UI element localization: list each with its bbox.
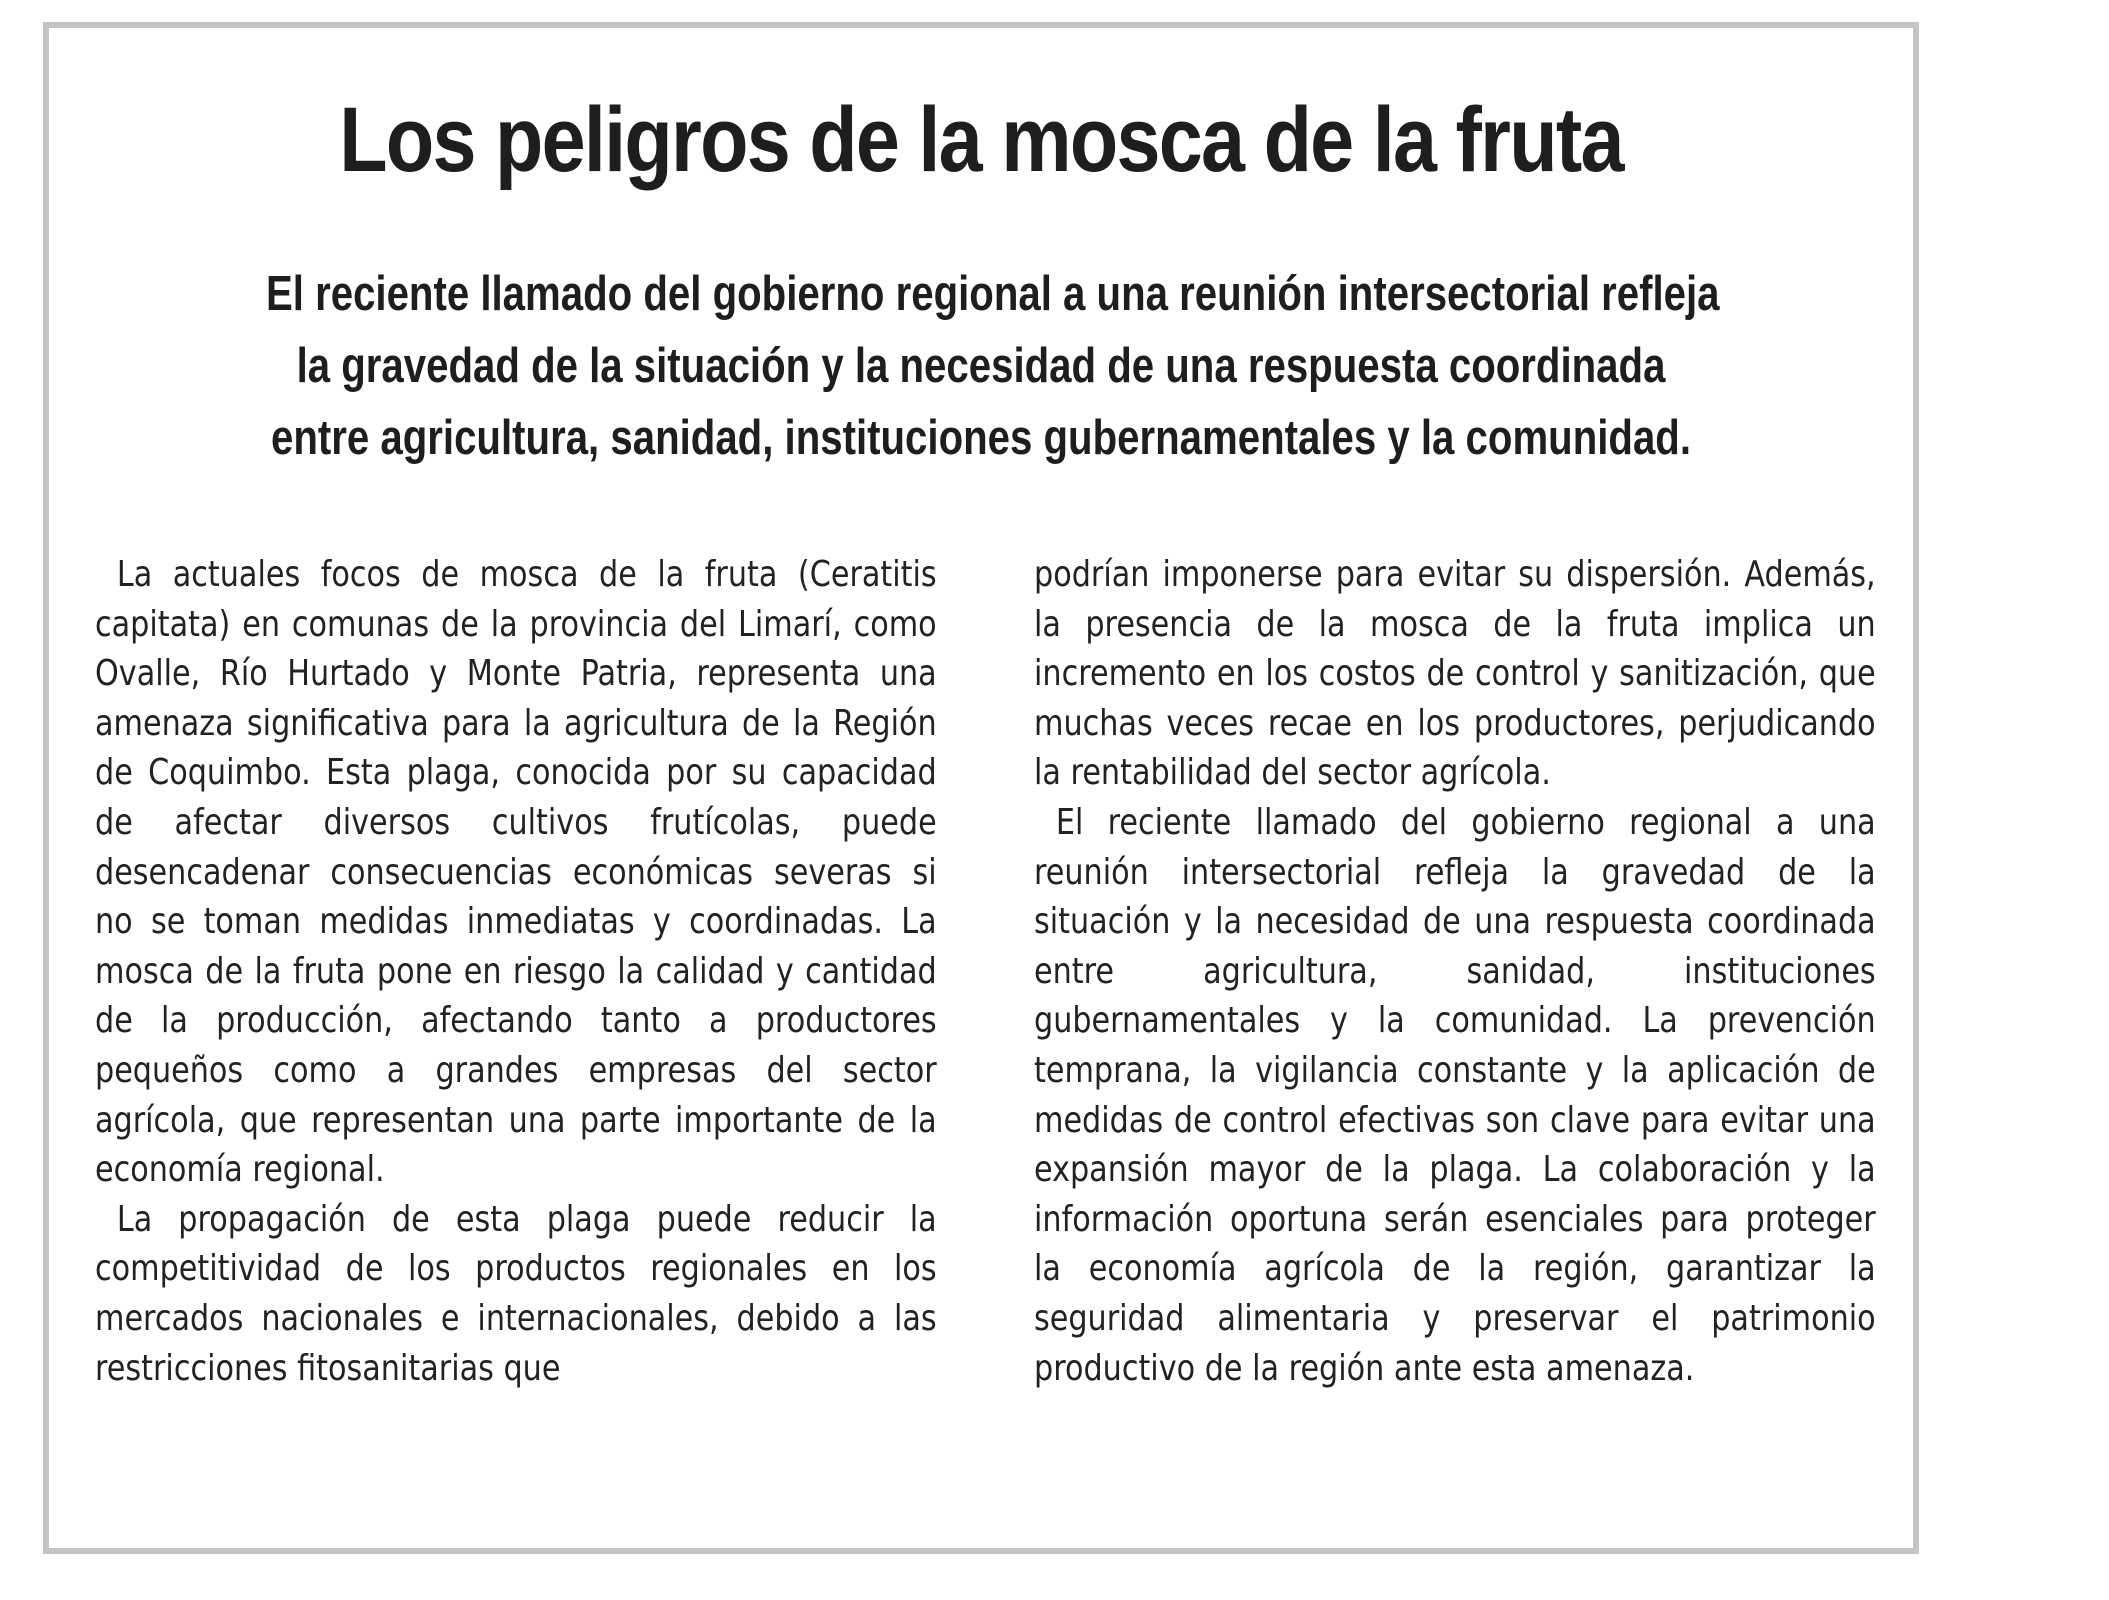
article-subtitle: [109, 258, 1853, 474]
article-paragraph: La actuales focos de mosca de la fruta (Ceratitis capitata) en comunas de la provincia del Limarí, como Ovalle, Río Hurtado y Monte Patria, representa una amenaza significativa para la agricultura de la Región de Coquimbo. Esta plaga, conocida por su capacidad de afectar diversos cultivos frutícolas, puede desencadenar consecuencias económicas severas si no se toman medidas inmediatas y coordinadas. La mosca de la fruta pone en riesgo la calidad y cantidad de la producción, afectando tanto a productores pequeños como a grandes empresas del sector agrícola, que representan una parte importante de la economía regional.: [95, 554, 937, 1191]
article-frame: [43, 22, 1919, 1554]
article-paragraph: podrían imponerse para evitar su dispersión. Además, la presencia de la mosca de la fruta implica un incremento en los costos de control y sanitización, que muchas veces recae en los productores, perjudicando la rentabilidad del sector agrícola.: [1034, 554, 1876, 794]
subtitle-line: la gravedad de la situación y la necesidad de una respuesta coordinada: [296, 339, 1666, 393]
article-paragraph: La propagación de esta plaga puede reducir la competitividad de los productos regionales en los mercados nacionales e internacionales, debido a las restricciones fitosanitarias que: [95, 1198, 937, 1389]
subtitle-line: El reciente llamado del gobierno regional a una reunión intersectorial refleja: [265, 267, 1720, 321]
article-title: Los peligros de la mosca de la fruta: [339, 89, 1623, 191]
article-column-right: [1034, 550, 1876, 1393]
article-column-left: [95, 550, 937, 1393]
subtitle-line: entre agricultura, sanidad, instituciones gubernamentales y la comunidad.: [270, 411, 1692, 465]
article-paragraph: El reciente llamado del gobierno regional a una reunión intersectorial refleja la gravedad de la situación y la necesidad de una respuesta coordinada entre agricultura, sanidad, instituciones gubernamentales y la comunidad. La prevención temprana, la vigilancia constante y la aplicación de medidas de control efectivas son clave para evitar una expansión mayor de la plaga. La colaboración y la información oportuna serán esenciales para proteger la economía agrícola de la región, garantizar la seguridad alimentaria y preservar el patrimonio productivo de la región ante esta amenaza.: [1034, 801, 1876, 1389]
